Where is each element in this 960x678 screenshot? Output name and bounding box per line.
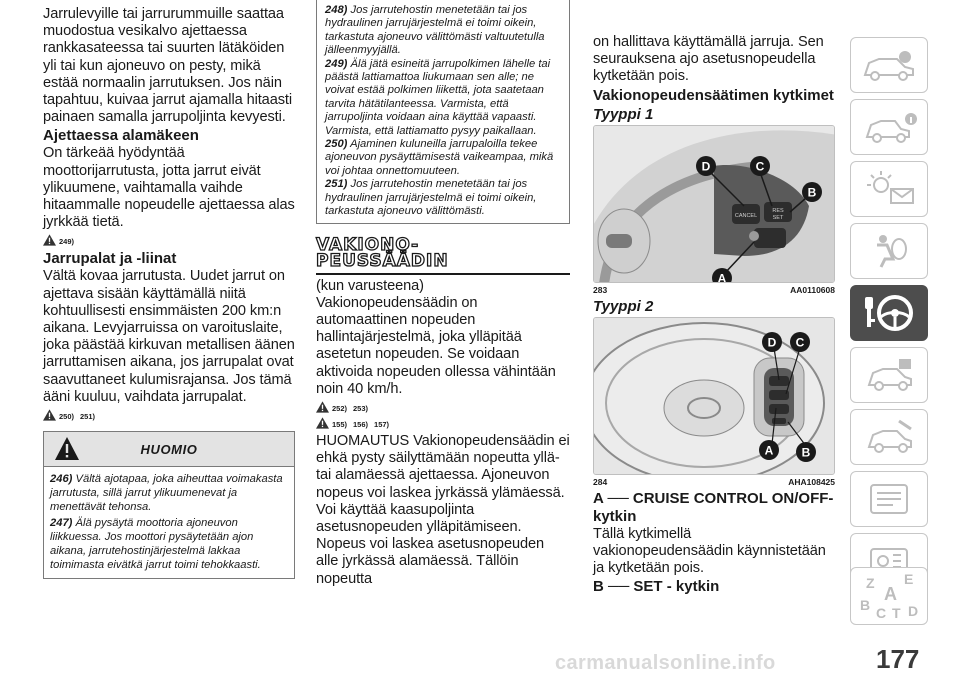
type1-label: Tyyppi 1 xyxy=(593,105,654,123)
warning-triangle-icon xyxy=(316,401,329,413)
chapter-tab-maintenance[interactable] xyxy=(850,409,928,465)
car-service-icon xyxy=(859,355,919,395)
figure-284-caption: 284 AHA108425 xyxy=(593,476,835,487)
car-tools-icon xyxy=(859,417,919,457)
page-number: 177 xyxy=(876,644,920,674)
warning-item: 251) Jos jarrutehostin menetetään tai jos hydraulinen jarrujärjestelmä ei toimi oikein, tarkastuta ajoneuvo välittömästi. xyxy=(325,178,537,218)
warning-triangle-icon xyxy=(43,234,56,246)
figure-283 xyxy=(593,125,835,283)
car-info-icon xyxy=(859,45,919,85)
car-specs-icon xyxy=(859,479,919,519)
chapter-tab-car-info[interactable] xyxy=(850,37,928,93)
chapter-tab-technical-data[interactable] xyxy=(850,471,928,527)
heading-cruise-on-off: A ── CRUISE CONTROL ON/OFF-kytkin xyxy=(593,489,834,525)
intro-paragraph: Jarrulevyille tai jarrurummuille saattaa muodostua vesikalvo ajettaessa rankkasateessa tai suurten lätäköiden yli tai kun ajoneuvo on pesty, mikä estää normaalin jarrutuksen. Jos näin tapahtuu, kuivaa jarrut ajamalla hitaasti painaen samalla jarrupoljinta kevyesti. xyxy=(43,6,293,126)
optional-note: (kun varusteena) xyxy=(316,277,424,294)
warning-triangle-icon xyxy=(43,409,56,421)
title-rule xyxy=(316,273,570,275)
ref-155[interactable]: 155) xyxy=(332,419,348,429)
index-alphabet-icon xyxy=(854,570,924,622)
warning-box-header xyxy=(43,431,295,467)
figure-283-caption: 283 AA0110608 xyxy=(593,284,835,295)
figure-284 xyxy=(593,317,835,475)
svg-text:A: A xyxy=(884,584,897,604)
note-refs xyxy=(316,417,570,429)
column-right xyxy=(593,34,835,596)
steering-wheel-type1-illustration xyxy=(594,126,835,283)
brake-pads-paragraph: Vältä kovaa jarrutusta. Uudet jarrut on ajettava sisään käyttämällä niitä kohtuullisesti ensimmäisten 200 km:n aikana. Levyjarruissa on varoituslaite, joka päästää kirkuvan metallisen äänen jarruttamisen aikana, jos jarrupalat ovat saavuttaneet kulumisrajansa. Jos tämä ääni kuuluu, vaihdata jarrupalat. xyxy=(43,268,295,405)
svg-text:D: D xyxy=(701,159,711,174)
steering-wheel-type2-illustration xyxy=(594,318,835,475)
caution-icon xyxy=(316,417,329,429)
chapter-tab-warning-lights[interactable] xyxy=(850,161,928,217)
svg-text:C: C xyxy=(795,335,805,350)
column-middle xyxy=(316,0,570,588)
section-title: VAKIONO- PEUSSÄÄDIN xyxy=(316,234,449,271)
warning-item: 247) Älä pysäytä moottoria ajoneuvon liikkuessa. Jos moottori pysäytetään ajon aikana, jarrutehostinjärjestelmä lakkaa toimimasta eivätkä jarrut toimi tehokkaasti. xyxy=(50,516,261,571)
svg-text:Z: Z xyxy=(866,575,875,591)
warning-refs xyxy=(43,234,295,246)
svg-text:B: B xyxy=(801,445,811,460)
cruise-on-off-paragraph: Tällä kytkimellä vakionopeudensäädin käynnistetään ja kytketään pois. xyxy=(593,525,826,577)
cruise-note-paragraph: HUOMAUTUS Vakionopeudensäädin ei ehkä pysty säilyttämään nopeutta yllä- tai alamäessä ajettaessa. Ajoneuvon nopeus voi laskea jyrkässä ylämäessä. Voi käyttää kaasupoljinta asetusnopeuden ylläpitämiseen. Nopeus voi laskea asetusnopeuden alle jyrkässä alamäessä. Tällöin nopeutta xyxy=(316,432,570,587)
svg-text:B: B xyxy=(860,597,871,613)
watermark: carmanualsonline.info xyxy=(555,652,776,674)
heading-set-switch: B ── SET - kytkin xyxy=(593,578,720,596)
warning-item: 246) Vältä ajotapaa, joka aiheuttaa voimakasta jarrutusta, sillä jarrut ylikuumenevat ja menettävät tehonsa. xyxy=(50,473,283,513)
svg-text:CANCEL: CANCEL xyxy=(734,212,758,219)
heading-cruise-switches: Vakionopeudensäätimen kytkimet xyxy=(593,86,834,104)
cruise-intro-paragraph: Vakionopeudensäädin on automaattinen nopeuden hallintajärjestelmä, joka ylläpitää asetetun nopeuden. Se voidaan aktivoida nopeuden ollessa vähintään noin 40 km/h. xyxy=(316,294,556,397)
chapter-tab-emergencies[interactable] xyxy=(850,347,928,403)
warning-triangle-icon xyxy=(54,436,80,462)
downhill-paragraph: On tärkeää hyödyntää moottorijarrutusta, jotta jarrut eivät ylikuumene, vaihtamalla vaihde hitaammalle nopeudelle ajettaessa alas jyrkkää tietä. xyxy=(43,145,295,231)
continued-paragraph: on hallittava käyttämällä jarruja. Sen seurauksena ajo asetusnopeudella kytketään pois. xyxy=(593,34,824,85)
ref-251[interactable]: 251) xyxy=(80,412,96,422)
car-info-i-icon xyxy=(859,107,919,147)
warning-item: 248) Jos jarrutehostin menetetään tai jos hydraulinen jarrujärjestelmä ei toimi oikein, tarkastuta ajoneuvo välittömästi valtuutetulla jälleenmyyjällä. xyxy=(325,4,545,57)
ref-252[interactable]: 252) xyxy=(332,403,348,413)
svg-text:A: A xyxy=(717,271,727,283)
svg-text:B: B xyxy=(807,185,817,200)
svg-text:C: C xyxy=(755,159,765,174)
ref-250[interactable]: 250) xyxy=(59,412,75,422)
svg-text:A: A xyxy=(764,443,774,458)
airbag-safety-icon xyxy=(859,231,919,271)
warning-box xyxy=(43,467,295,579)
chapter-tab-car-details[interactable] xyxy=(850,99,928,155)
heading-brake-pads: Jarrupalat ja -liinat xyxy=(43,250,177,268)
ref-253[interactable]: 253) xyxy=(353,403,369,413)
chapter-tab-index[interactable] xyxy=(850,567,928,625)
warning-box-continued xyxy=(316,0,570,224)
column-left xyxy=(43,6,295,579)
svg-text:D: D xyxy=(908,603,919,619)
heading-downhill: Ajettaessa alamäkeen xyxy=(43,127,199,145)
warning-lights-icon xyxy=(859,169,919,209)
ref-156[interactable]: 156) xyxy=(353,419,369,429)
chapter-tab-safety[interactable] xyxy=(850,223,928,279)
svg-text:RES: RES xyxy=(772,207,784,214)
svg-text:D: D xyxy=(767,335,777,350)
svg-text:SET: SET xyxy=(772,214,784,221)
chapter-tab-starting-driving[interactable] xyxy=(850,285,928,341)
warning-item: 250) Ajaminen kuluneilla jarrupaloilla tekee ajoneuvon pysäyttämisestä vaikeampaa, mikä voi johtaa onnettomuuteen. xyxy=(325,138,554,177)
ref-249[interactable]: 249) xyxy=(59,237,75,247)
type2-label: Tyyppi 2 xyxy=(593,297,654,315)
warning-title: HUOMIO xyxy=(140,441,198,457)
svg-text:C: C xyxy=(876,605,887,621)
svg-text:E: E xyxy=(904,571,914,587)
warning-refs xyxy=(316,401,570,413)
steering-wheel-key-icon xyxy=(859,291,919,335)
ref-157[interactable]: 157) xyxy=(374,419,390,429)
warning-refs xyxy=(43,409,295,421)
svg-text:T: T xyxy=(892,605,901,621)
warning-item: 249) Älä jätä esineitä jarrupolkimen lähelle tai päästä lattiamattoa liukumaan sen alle; ne voivat estää polkimen liikettä, jota saatetaan tarvita hätätilanteessa. Varmista, että jarrupoljinta voidaan aina käyttää vapaasti. Varmista, että lattiamatto pysyy paikallaan. xyxy=(325,57,551,137)
